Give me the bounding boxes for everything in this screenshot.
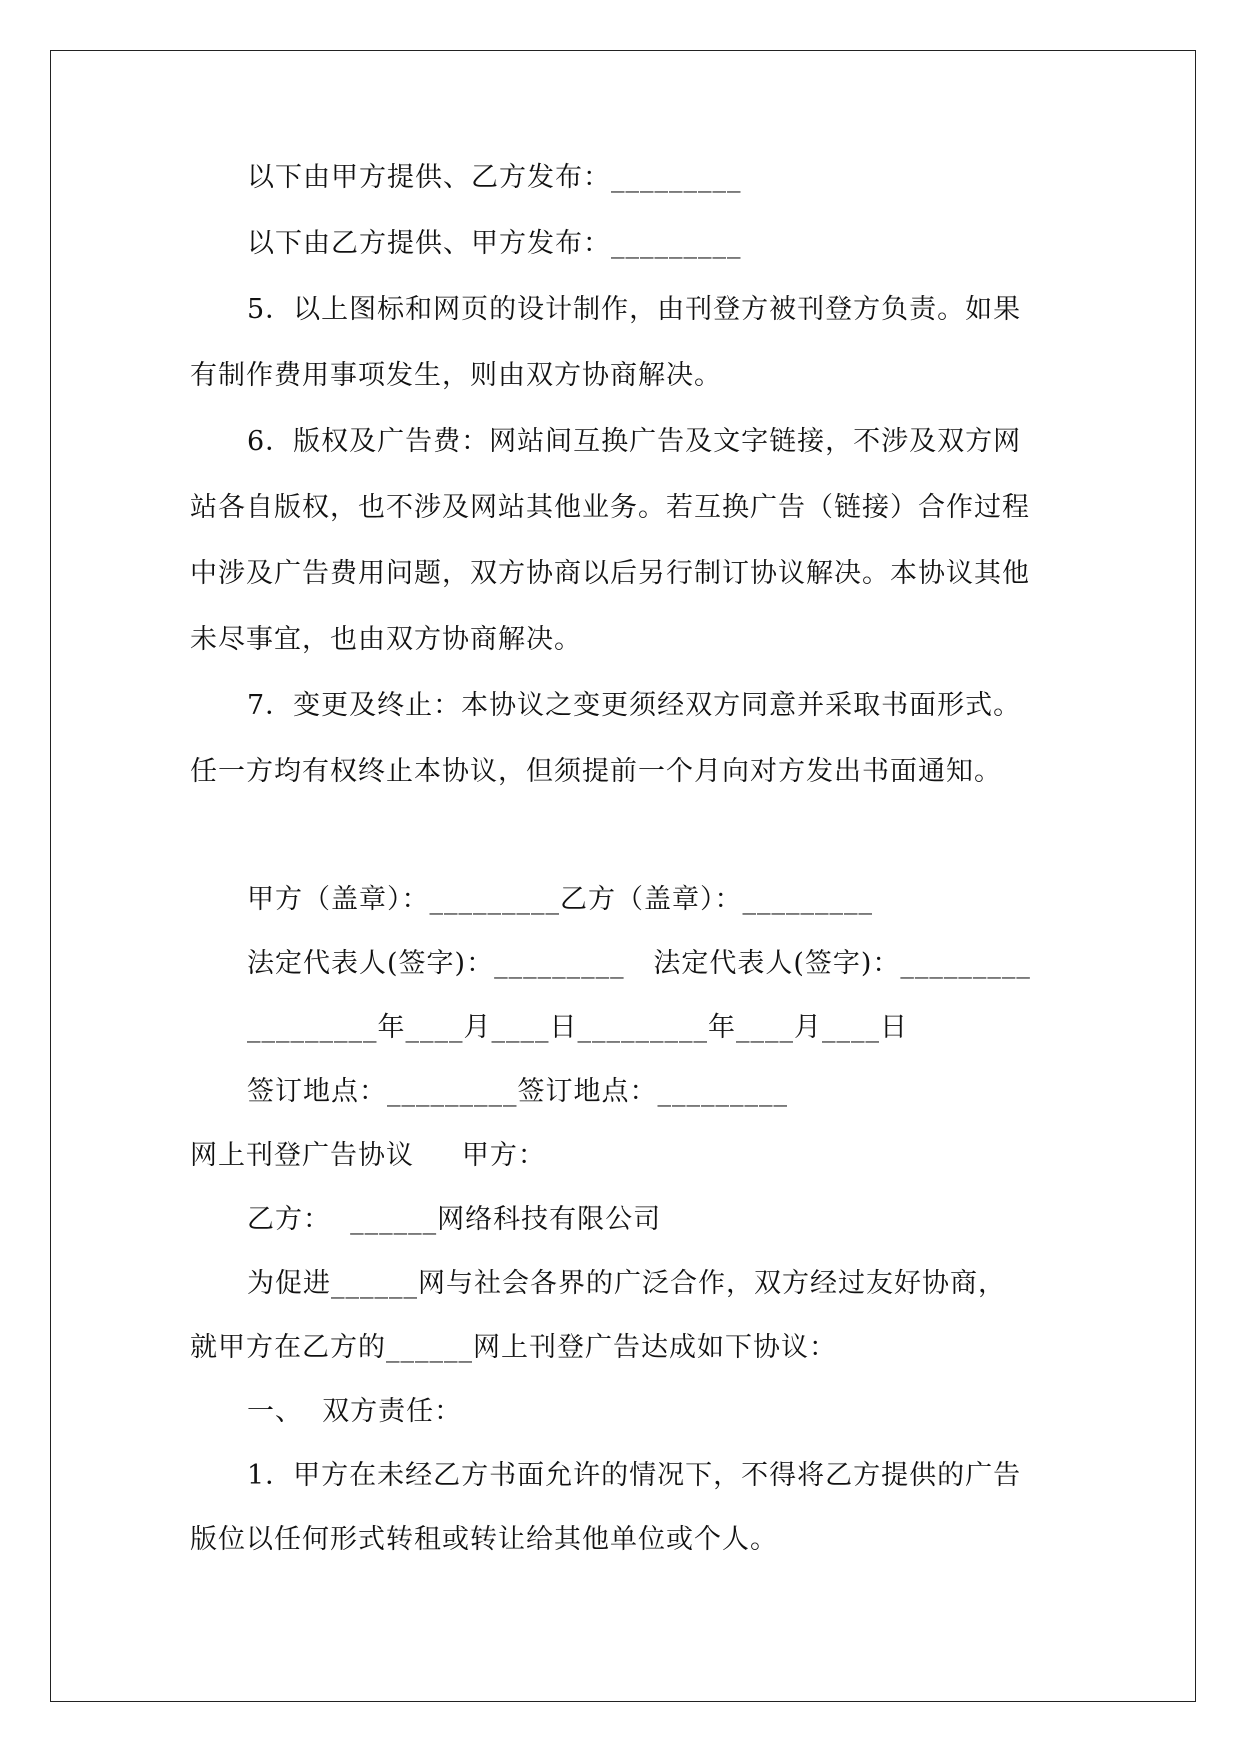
text-line: 乙方： ______网络科技有限公司: [247, 1204, 662, 1235]
signature-line: 法定代表人(签字)：_________ 法定代表人(签字)：_________: [247, 948, 1031, 979]
signature-line: 甲方（盖章）：_________乙方（盖章）：_________: [247, 884, 873, 915]
agreement-title-line: 网上刊登广告协议 甲方：: [190, 1140, 546, 1171]
text-line: 5．以上图标和网页的设计制作，由刊登方被刊登方负责。如果: [247, 294, 1022, 325]
text-line: 版位以任何形式转租或转让给其他单位或个人。: [190, 1524, 778, 1555]
date-line: _________年____月____日_________年____月____日: [247, 1012, 908, 1043]
signing-place-line: 签订地点：_________签订地点：_________: [247, 1076, 788, 1107]
text-line: 站各自版权，也不涉及网站其他业务。若互换广告（链接）合作过程: [190, 492, 1030, 523]
text-line: 为促进______网与社会各界的广泛合作，双方经过友好协商，: [247, 1268, 1006, 1299]
text-line: 就甲方在乙方的______网上刊登广告达成如下协议：: [190, 1332, 837, 1363]
text-line: 以下由乙方提供、甲方发布：_________: [247, 228, 742, 259]
text-line: 有制作费用事项发生，则由双方协商解决。: [190, 360, 722, 391]
text-line: 任一方均有权终止本协议，但须提前一个月向对方发出书面通知。: [190, 756, 1002, 787]
section-heading: 一、 双方责任：: [247, 1396, 463, 1427]
text-line: 6．版权及广告费：网站间互换广告及文字链接，不涉及双方网: [247, 426, 1022, 457]
text-line: 1．甲方在未经乙方书面允许的情况下，不得将乙方提供的广告: [247, 1460, 1022, 1491]
text-line: 以下由甲方提供、乙方发布：_________: [247, 162, 742, 193]
text-line: 未尽事宜，也由双方协商解决。: [190, 624, 582, 655]
text-line: 中涉及广告费用问题，双方协商以后另行制订协议解决。本协议其他: [190, 558, 1030, 589]
text-line: 7．变更及终止：本协议之变更须经双方同意并采取书面形式。: [247, 690, 1022, 721]
